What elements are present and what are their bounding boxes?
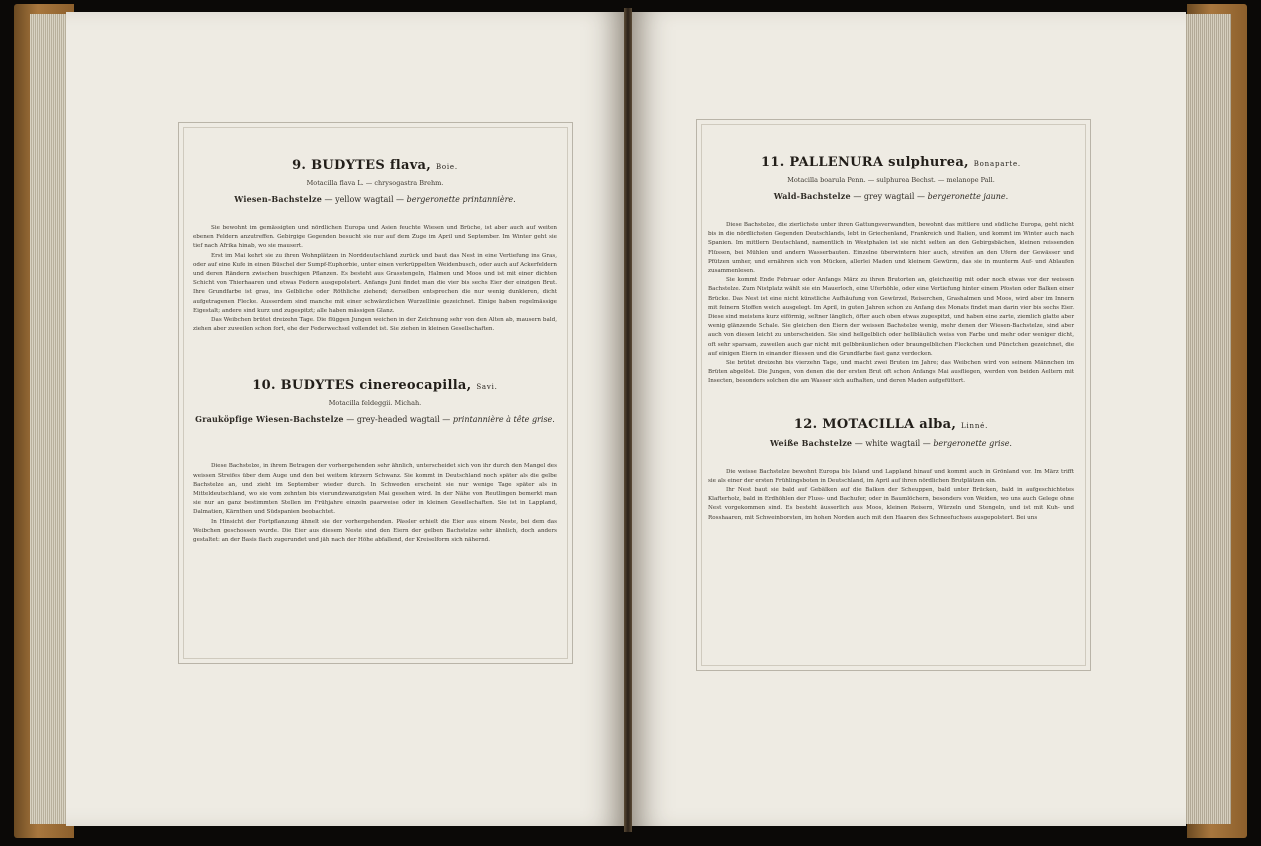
paragraph: Diese Bachstelze, in ihrem Betragen der vorhergehenden sehr ähnlich, unterscheidet sich von ihr durch den Mangel des weissen Streifes über dem Auge und den bei weitem kürzern Schwanz. Sie kommt in Deutschland noch später als die gelbe Bachstelze an, und zieht im September wieder durch. In Schweden erscheint sie nur wenige Tage später als in Mitteldeutschland, wo sie vom zehnten bis vierundzwanzigsten Mai gesehen wird. In der Nähe von Reutlingen bemerkt man sie nur an ganz bestimmten Stellen im Frühjahre einzeln paarweise oder in kleinen Gesellschaften. Sie ist in Lappland, Dalmatien, Kärnthen und Südspanien beobachtet. (193, 463, 557, 516)
species-synonyms: Motacilla flava L. — chrysogastra Brehm. (306, 179, 444, 187)
french-name: bergeronette grise. (933, 438, 1012, 448)
paragraph: Die weisse Bachstelze bewohnt Europa bis Island und Lappland hinauf und kommt auch in Grönland vor. Im März trifft sie als einer der ersten Frühlingsboten in Deutschland, im April auf ihren nördlichen Brutplätzen ein. (708, 468, 1074, 484)
species-synonyms: Motacilla feldeggii. Michah. (328, 399, 422, 408)
species-heading (193, 378, 557, 393)
paragraph: Sie kommt Ende Februar oder Anfangs März zu ihren Brutorten an, gleichzeitig mit oder noch etwas vor der weissen Bachstelze. Zum Nistplatz wählt sie ein Mauerloch, eine Uferhöhle, oder eine Vertiefung hinter einem Pfosten oder Balken einer Brücke. Das Nest ist eine nicht künstliche Aufhäufung von Gewürzel, Reiserchen, Grashalmen und Moos, wird aber im Innern mit feinern Stoffen weich ausgelegt. Im April, in guten Jahren schon zu Anfang des Monats findet man darin vier bis sechs Eier. Diese sind meistens kurz eiförmig, seltner länglich, öfter auch oben etwas zugespitzt, und haben eine zarte, ziemlich glatte aber wenig glänzende Schale. Sie gleichen den Eiern der weissen Bachstelze wenig, mehr denen der Wiesen-Bachstelze, sind aber auch von diesen leicht zu unterscheiden. Sie sind hellgelblich oder hellbläulich weiss von Farbe und mehr oder weniger dicht, oft sehr sparsam, zuweilen auch gar nicht mit gelbbräunlichen oder braungelblichen Fleckchen und Pünctchen gezeichnet, die auf einigen Eiern in einander fliessen und die Grundfarbe fast ganz verdecken. (708, 277, 1074, 357)
species-heading (708, 417, 1074, 432)
species-section (708, 417, 1074, 523)
english-name: grey-headed wagtail (356, 415, 440, 425)
species-title: 10. BUDYTES cinereocapilla, (252, 378, 472, 394)
species-authority: Linné. (961, 421, 989, 430)
species-authority: Savi. (476, 383, 498, 392)
species-title: 11. PALLENURA sulphurea, (761, 155, 969, 170)
french-name: bergeronette printannière. (406, 195, 516, 204)
paragraph: In Hinsicht der Fortpflanzung ähnelt sie der vorhergehenden. Pässler erhielt die Eier aus einem Neste, bei dem das Weibchen geschossen wurde. Die Eier aus diesem Neste sind den Eiern der gelben Bachstelze sehr ähnlich, doch anders gestaltet: an der Basis flach zugerundet und jäh nach der Höhe abfallend, der Kreiselform sich nähernd. (193, 518, 557, 544)
species-section (193, 158, 557, 334)
species-common-names: Wald-Bachstelze — grey wagtail — bergeronette jaune. (773, 191, 1009, 201)
paragraph: Diese Bachstelze, die zierlichste unter ihren Gattungsverwandten, bewohnt das mittlere und südliche Europa, geht nicht bis in die nördlichsten Gegenden Deutschlands, lebt in Griechenland, Frankreich und Italien, und kommt im Winter auch nach Spanien. Im mittlern Deutschland, namentlich in Westphalen ist sie nicht selten an den Gebirgsbächen, kleinen reissenden Flüssen, bei Mühlen und andern Wasserbauten. Einzelne überwintern hier auch, streifen an den Ufern der Gewässer und Pfützen umher, und ernähren sich von Mücken, allerlei Maden und kleinem Gewürm, das sie in munterm Auf- und Ablaufen zusammenlesen. (708, 222, 1074, 275)
species-section (708, 155, 1074, 387)
left-column (193, 158, 557, 545)
species-title: 9. BUDYTES flava, (292, 158, 432, 173)
species-heading (708, 155, 1074, 170)
english-name: yellow wagtail (335, 195, 394, 204)
english-name: grey wagtail (863, 192, 915, 201)
species-synonyms: Motacilla boarula Penn. — sulphurea Bechst. — melanope Pall. (787, 176, 995, 184)
german-name: Grauköpfige Wiesen-Bachstelze (195, 414, 344, 425)
paragraph: Sie bewohnt im gemässigten und nördlichen Europa und Asien feuchte Wiesen und Brüche, ist aber auch auf weiten ebenen Feldern anzutreffen. Gebirgige Gegenden besucht sie nur auf dem Zuge im April und September. Im Winter geht sie tief nach Afrika hinab, wo sie mausert. (193, 225, 557, 250)
species-section (193, 378, 557, 545)
page-edges-right (1181, 14, 1231, 824)
right-column (708, 155, 1074, 523)
species-authority: Boie. (435, 163, 458, 171)
paragraph: Das Weibchen brütet dreizehn Tage. Die flüggen Jungen weichen in der Zeichnung sehr von den Alten ab, mausern bald, ziehen aber zuweilen schon fort, ehe der Federwechsel vollendet ist. Sie ziehen in kleinen Gesellschaften. (193, 317, 557, 333)
german-name: Wiesen-Bachstelze (234, 194, 322, 204)
paragraph: Erst im Mai kehrt sie zu ihren Wohnplätzen in Norddeutschland zurück und baut das Nest in eine Vertiefung ins Gras, oder auf eine Kufe in einen Büschel der Sumpf-Euphorbie, unter einen verkrüppelten Weidenbusch, oder auch auf Ackerfeldern und deren Rändern zwischen buschigen Pflanzen. Es besteht aus Grasstengeln, Halmen und Moos und ist mit einer dichten Schicht von Thierhaaren und etwas Federn ausgepolstert. Anfangs Juni findet man die vier bis sechs Eier der einzigen Brut. Ihre Grundfarbe ist grau, ins Gelbliche oder Röthliche ziehend; derselben entsprechen die nur wenig dunkleren, dicht aufgetragenen Flecke. Ausserdem sind manche mit einer schwärzlichen Wurzellinie gezeichnet. Einige haben regelmässige Eigestalt; andere sind kurz und zugespitzt; alle haben mässigen Glanz. (193, 252, 557, 314)
species-authority: Bonaparte. (973, 160, 1021, 168)
species-common-names: Grauköpfige Wiesen-Bachstelze — grey-headed wagtail — printannière à tête grise. (195, 414, 555, 425)
german-name: Wald-Bachstelze (773, 191, 851, 201)
english-name: white wagtail (865, 438, 921, 448)
french-name: printannière à tête grise. (452, 415, 555, 425)
paragraph: Ihr Nest baut sie bald auf Gebälken auf die Balken der Scheuppen, bald unter Brücken, bald in aufgeschichtetes Klafterholz, bald in Erdhöhlen der Fluss- und Bachufer, oder in Baumlöchern, besonders von Weiden, wo uns auch Gelege ohne Nest vorgekommen sind. Es besteht äusserlich aus Moos, kleinen Reisern, Würzeln und Stengeln, und ist mit Kuh- und Rosshaaren, mit Schweinborsten, im hohen Norden auch mit den Haaren des Schneefuchses ausgepolstert. Bei uns (708, 487, 1074, 521)
german-name: Weiße Bachstelze (770, 437, 853, 448)
paragraph: Sie brütet dreizehn bis vierzehn Tage, und macht zwei Bruten im Jahre; das Weibchen wird von seinem Männchen im Brüten abgelöst. Die Jungen, von denen die der ersten Brut oft schon Anfangs Mai ausfliegen, werden von beiden Aeltern mit Insecten, besonders solchen die am Wasser sich aufhalten, und deren Maden aufgefüttert. (708, 360, 1074, 385)
species-common-names: Wiesen-Bachstelze — yellow wagtail — bergeronette printannière. (234, 194, 516, 204)
species-heading (193, 158, 557, 173)
species-title: 12. MOTACILLA alba, (793, 416, 957, 432)
book-gutter (624, 8, 632, 832)
french-name: bergeronette jaune. (927, 192, 1009, 201)
species-common-names: Weiße Bachstelze — white wagtail — bergeronette grise. (770, 437, 1012, 448)
